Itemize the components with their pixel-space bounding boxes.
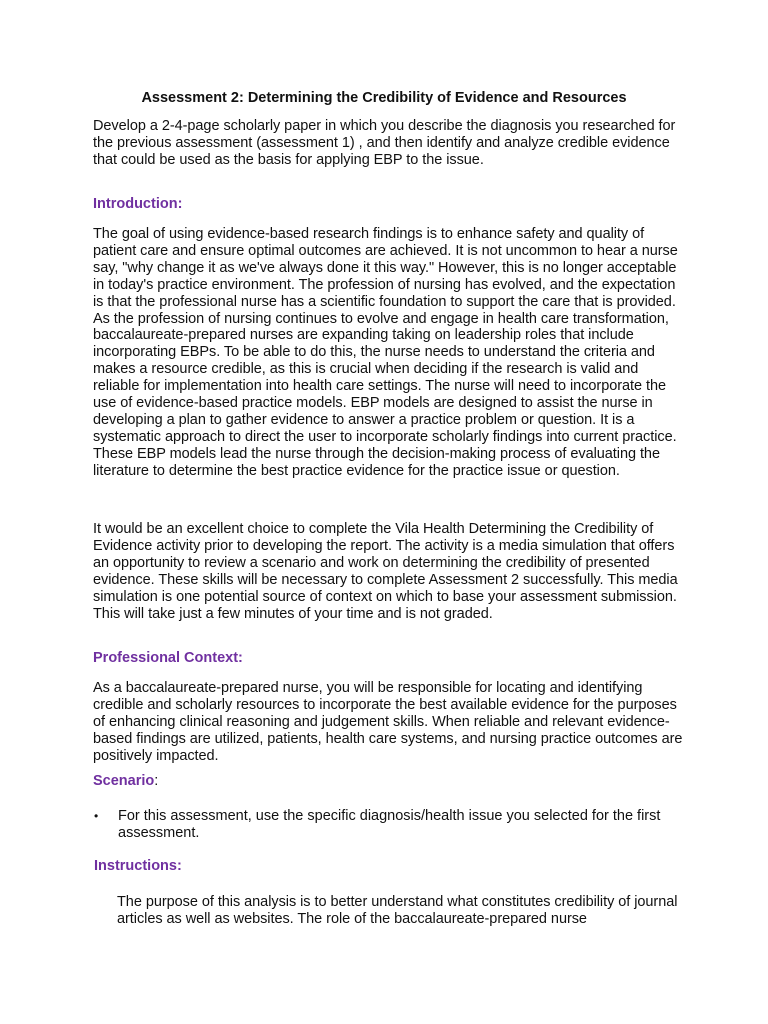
scenario-bullet-item [93, 808, 683, 842]
introduction-paragraph-1: The goal of using evidence-based research findings is to enhance safety and quality of patient care and ensure optimal outcomes are achieved. It is not uncommon to hear a nurse say, "why change it as we've always done it this way." However, this is no longer acceptable in today's practice environment. The profession of nursing has evolved, and the expectation is that the professional nurse has a scientific foundation to support the care that is provided. As the profession of nursing continues to evolve and engage in health care transformation, baccalaureate-prepared nurses are expanding taking on leadership roles that include incorporating EBPs. To be able to do this, the nurse needs to understand the criteria and makes a resource credible, as this is crucial when deciding if the research is valid and reliable for implementation into health care settings. The nurse will need to incorporate the use of evidence-based practice models. EBP models are designed to assist the nurse in developing a plan to gather evidence to answer a practice problem or question. It is a systematic approach to direct the user to incorporate scholarly findings into current practice. These EBP models lead the nurse through the decision-making process of evaluating the literature to determine the best practice evidence for the practice issue or question. [93, 226, 678, 479]
document-title: Assessment 2: Determining the Credibility of Evidence and Resources [141, 90, 627, 106]
introduction-heading: Introduction: [93, 196, 183, 212]
scenario-heading-colon: : [154, 773, 159, 789]
assignment-description: Develop a 2-4-page scholarly paper in which you describe the diagnosis you researched for the previous assessment (assessment 1) , and then identify and analyze credible evidence that could be used as the basis for applying EBP to the issue. [93, 118, 676, 168]
introduction-paragraph-2: It would be an excellent choice to complete the Vila Health Determining the Credibility of Evidence activity prior to developing the report. The activity is a media simulation that offers an opportunity to review a scenario and work on determining the credibility of presented evidence. These skills will be necessary to complete Assessment 2 successfully. This media simulation is one potential source of context on which to base your assessment submission. This will take just a few minutes of your time and is not graded. [93, 521, 678, 622]
instructions-paragraph: The purpose of this analysis is to better understand what constitutes credibility of journal articles as well as websites. The role of the baccalaureate-prepared nurse [117, 894, 678, 927]
instructions-heading: Instructions: [94, 858, 182, 874]
scenario-heading [93, 773, 158, 790]
scenario-bullet-text: For this assessment, use the specific diagnosis/health issue you selected for the first assessment. [118, 808, 661, 841]
professional-context-paragraph: As a baccalaureate-prepared nurse, you will be responsible for locating and identifying credible and scholarly resources to incorporate the best available evidence for the purposes of enhancing clinical reasoning and judgement skills. When reliable and relevant evidence-based findings are utilized, patients, health care systems, and nursing practice outcomes are positively impacted. [93, 680, 683, 764]
bullet-icon: • [94, 809, 99, 823]
scenario-heading-text: Scenario [93, 773, 155, 789]
professional-context-heading: Professional Context: [93, 650, 243, 666]
